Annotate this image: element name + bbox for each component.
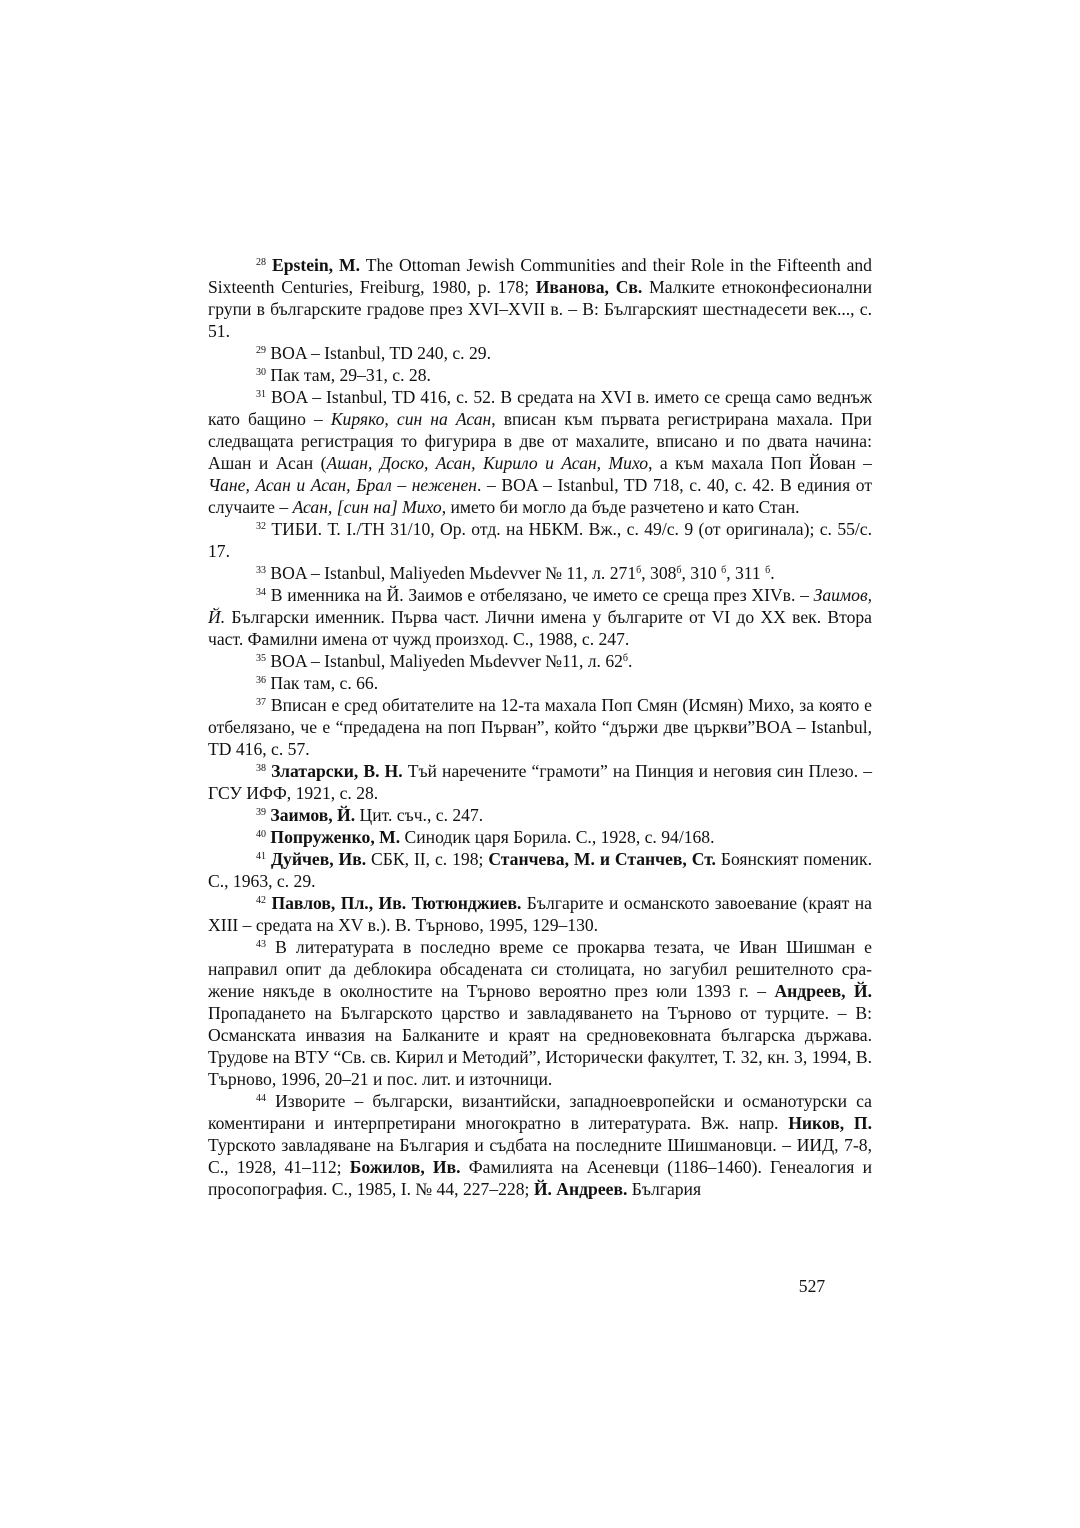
footnote-number: 38: [256, 763, 266, 774]
author-name: Попруженко, М.: [270, 827, 401, 847]
footnote-text: ТИБИ. Т. I./ТН 31/10, Ор. отд. на НБКМ. Вж., с. 49/с. 9 (от оригинала); с. 55/с. 17.: [208, 519, 873, 561]
author-name: Павлов, Пл., Ив. Тютюнджиев.: [271, 893, 522, 913]
footnote-text: Изворите – български, византийски, западноевропейски и османотурски са коментирани и интерпретирани многократно в литературата. Вж. напр.: [208, 1091, 872, 1133]
author-name: Epstein, M.: [271, 255, 361, 275]
italic-text: Ашан, Доско, Асан, Кирило и Асан, Михо: [326, 453, 649, 473]
footnote-36: [208, 672, 872, 694]
author-name: Дуйчев, Ив.: [270, 849, 367, 869]
footnote-28: [208, 254, 872, 342]
footnote-33: [208, 562, 872, 584]
footnote-text: Фамилията на Асеневци (1186–1460). Генеалогия и просопография. С., 1985, I. № 44, 227–228;: [208, 1157, 872, 1199]
footnote-32: [208, 518, 872, 562]
footnote-number: 44: [256, 1093, 266, 1104]
footnote-34: [208, 584, 872, 650]
footnote-text: б: [765, 565, 771, 576]
footnote-text: Цит. съч., с. 247.: [355, 805, 484, 825]
footnote-number: 31: [256, 389, 266, 400]
author-name: Златарски, В. Н.: [271, 761, 403, 781]
author-name: Станчева, М. и Станчев, Ст.: [488, 849, 716, 869]
footnote-text: б: [636, 565, 642, 576]
footnote-39: [208, 804, 872, 826]
footnote-text: Синодик царя Борила. С., 1928, с. 94/168.: [400, 827, 715, 847]
footnote-text: В именника на Й. Заимов е отбелязано, че името се среща през XIVв. –: [270, 585, 814, 605]
footnote-text: , а към махала Поп Йован –: [648, 453, 872, 473]
footnote-number: 43: [256, 939, 266, 950]
author-name: Андреев, Й.: [774, 981, 872, 1001]
footnote-30: [208, 364, 872, 386]
author-name: Ников, П.: [788, 1113, 873, 1133]
page-number: 527: [798, 1276, 826, 1296]
footnote-number: 40: [256, 829, 266, 840]
footnote-text: б: [622, 653, 629, 664]
italic-text: Асан, [син на] Михо: [292, 497, 442, 517]
footnote-42: [208, 892, 872, 936]
footnote-text: BOA – Istanbul, TD 240, c. 29.: [270, 343, 491, 363]
footnote-number: 29: [256, 345, 266, 356]
footnote-text: Пак там, с. 66.: [270, 673, 379, 693]
footnote-text: , 310: [681, 563, 722, 583]
footnote-text: The Ottoman Jewish Communities and their Role in the Fifteenth and Sixteenth Centuries, Freiburg, 1980, p. 178;: [208, 255, 872, 297]
footnote-number: 36: [256, 675, 266, 686]
footnote-35: [208, 650, 872, 672]
footnote-number: 41: [256, 851, 266, 862]
footnote-number: 35: [256, 653, 266, 664]
footnote-text: , 311: [726, 563, 766, 583]
footnote-text: BOA – Istanbul, TD 416, c. 52. В средата на XVI в. името се среща само веднъж като бащино –: [208, 387, 872, 429]
footnote-number: 33: [256, 565, 266, 576]
footnote-text: Вписан е сред обитателите на 12-та махала Поп Смян (Исмян) Михо, за която е отбелязано, че е “предадена на поп Първан”, който “държи две църкви”BOA – Istanbul, TD 416, c. 57.: [208, 695, 872, 759]
footnote-text: BOA – Istanbul, Maliyeden Mьdevver №11, л. 62: [270, 651, 623, 671]
footnote-text: Българите и османското завоевание (краят на XIII – средата на XV в.). В. Търново, 1995, 129–130.: [208, 893, 872, 935]
italic-text: Чане, Асан и Асан, Брал – неженен: [208, 475, 478, 495]
italic-text: Заимов, Й.: [208, 585, 872, 627]
footnote-44: [208, 1090, 872, 1200]
author-name: Иванова, Св.: [535, 277, 643, 297]
footnote-text: Турското завладяване на България и съдбата на последните Шишмановци. – ИИД, 7-8, С., 1928, 41–112;: [208, 1135, 872, 1177]
author-name: Божилов, Ив.: [349, 1157, 461, 1177]
footnote-number: 39: [256, 807, 266, 818]
author-name: Заимов, Й.: [270, 805, 356, 825]
footnote-40: [208, 826, 872, 848]
footnote-text: Пропадането на Българското царство и завладяването на Търново от турците. – В: Османската инвазия на Балканите и краят на средновековната българска държава. Трудове на ВТУ “Св. св. Кирил и Методий”, Исторически факултет, Т. 32, кн. 3, 1994, В. Търново, 1996, 20–21 и пос. лит. и източници.: [208, 1003, 872, 1089]
author-name: Й. Андреев.: [533, 1179, 628, 1199]
footnote-text: б: [721, 565, 727, 576]
italic-text: Киряко, син на Асан: [330, 409, 492, 429]
footnote-43: [208, 936, 872, 1090]
footnote-37: [208, 694, 872, 760]
footnote-text: .: [770, 563, 775, 583]
footnote-text: , вписан към първата регистрирана махала. При следващата регистрация то фигурира в две от махалите, вписано и по двата начина: Ашан и Асан (: [208, 409, 872, 473]
footnote-29: [208, 342, 872, 364]
footnote-number: 28: [256, 257, 266, 268]
footnote-number: 30: [256, 367, 266, 378]
footnote-number: 42: [256, 895, 266, 906]
footnote-text: Български именник. Първа част. Лични имена у българите от VI до XX век. Втора част. Фамилни имена от чужд произход. С., 1988, с. 247.: [208, 607, 872, 649]
footnote-number: 34: [256, 587, 266, 598]
footnote-text: BOA – Istanbul, Maliyeden Mьdevver № 11, л. 271: [270, 563, 637, 583]
footnote-text: Боянският поменик. С., 1963, с. 29.: [208, 849, 873, 891]
footnote-text: СБК, II, с. 198;: [366, 849, 489, 869]
footnote-text: , името би могло да бъде разчетено и като Стан.: [441, 497, 800, 517]
footnote-text: .: [628, 651, 633, 671]
footnote-number: 32: [256, 521, 266, 532]
footnote-text: В литературата в последно време се прокарва тезата, че Иван Шишман е направил опит да деблокира обсадената си столицата, но загубил решителното сражение някъде в околностите на Търново вероятно през юли 1393 г. –: [208, 937, 872, 1001]
footnote-31: [208, 386, 872, 518]
footnote-text: , 308: [641, 563, 677, 583]
footnote-text: б: [676, 565, 682, 576]
footnote-text: Малките етноконфесионални групи в българските градове през XVI–XVII в. – В: Българският шестнадесети век..., с. 51.: [208, 277, 872, 341]
footnote-text: . – BOA – Istanbul, TD 718, c. 40, c. 42. В единия от случаите –: [208, 475, 873, 517]
footnote-text: Пак там, 29–31, с. 28.: [270, 365, 431, 385]
footnote-text: България: [627, 1179, 702, 1199]
footnote-number: 37: [256, 697, 266, 708]
footnote-38: [208, 760, 872, 804]
footnote-text: Тъй наречените “грамоти” на Пинция и неговия син Плезо. – ГСУ ИФФ, 1921, с. 28.: [208, 761, 872, 803]
footnote-41: [208, 848, 872, 892]
footnotes-block: [208, 254, 872, 1200]
